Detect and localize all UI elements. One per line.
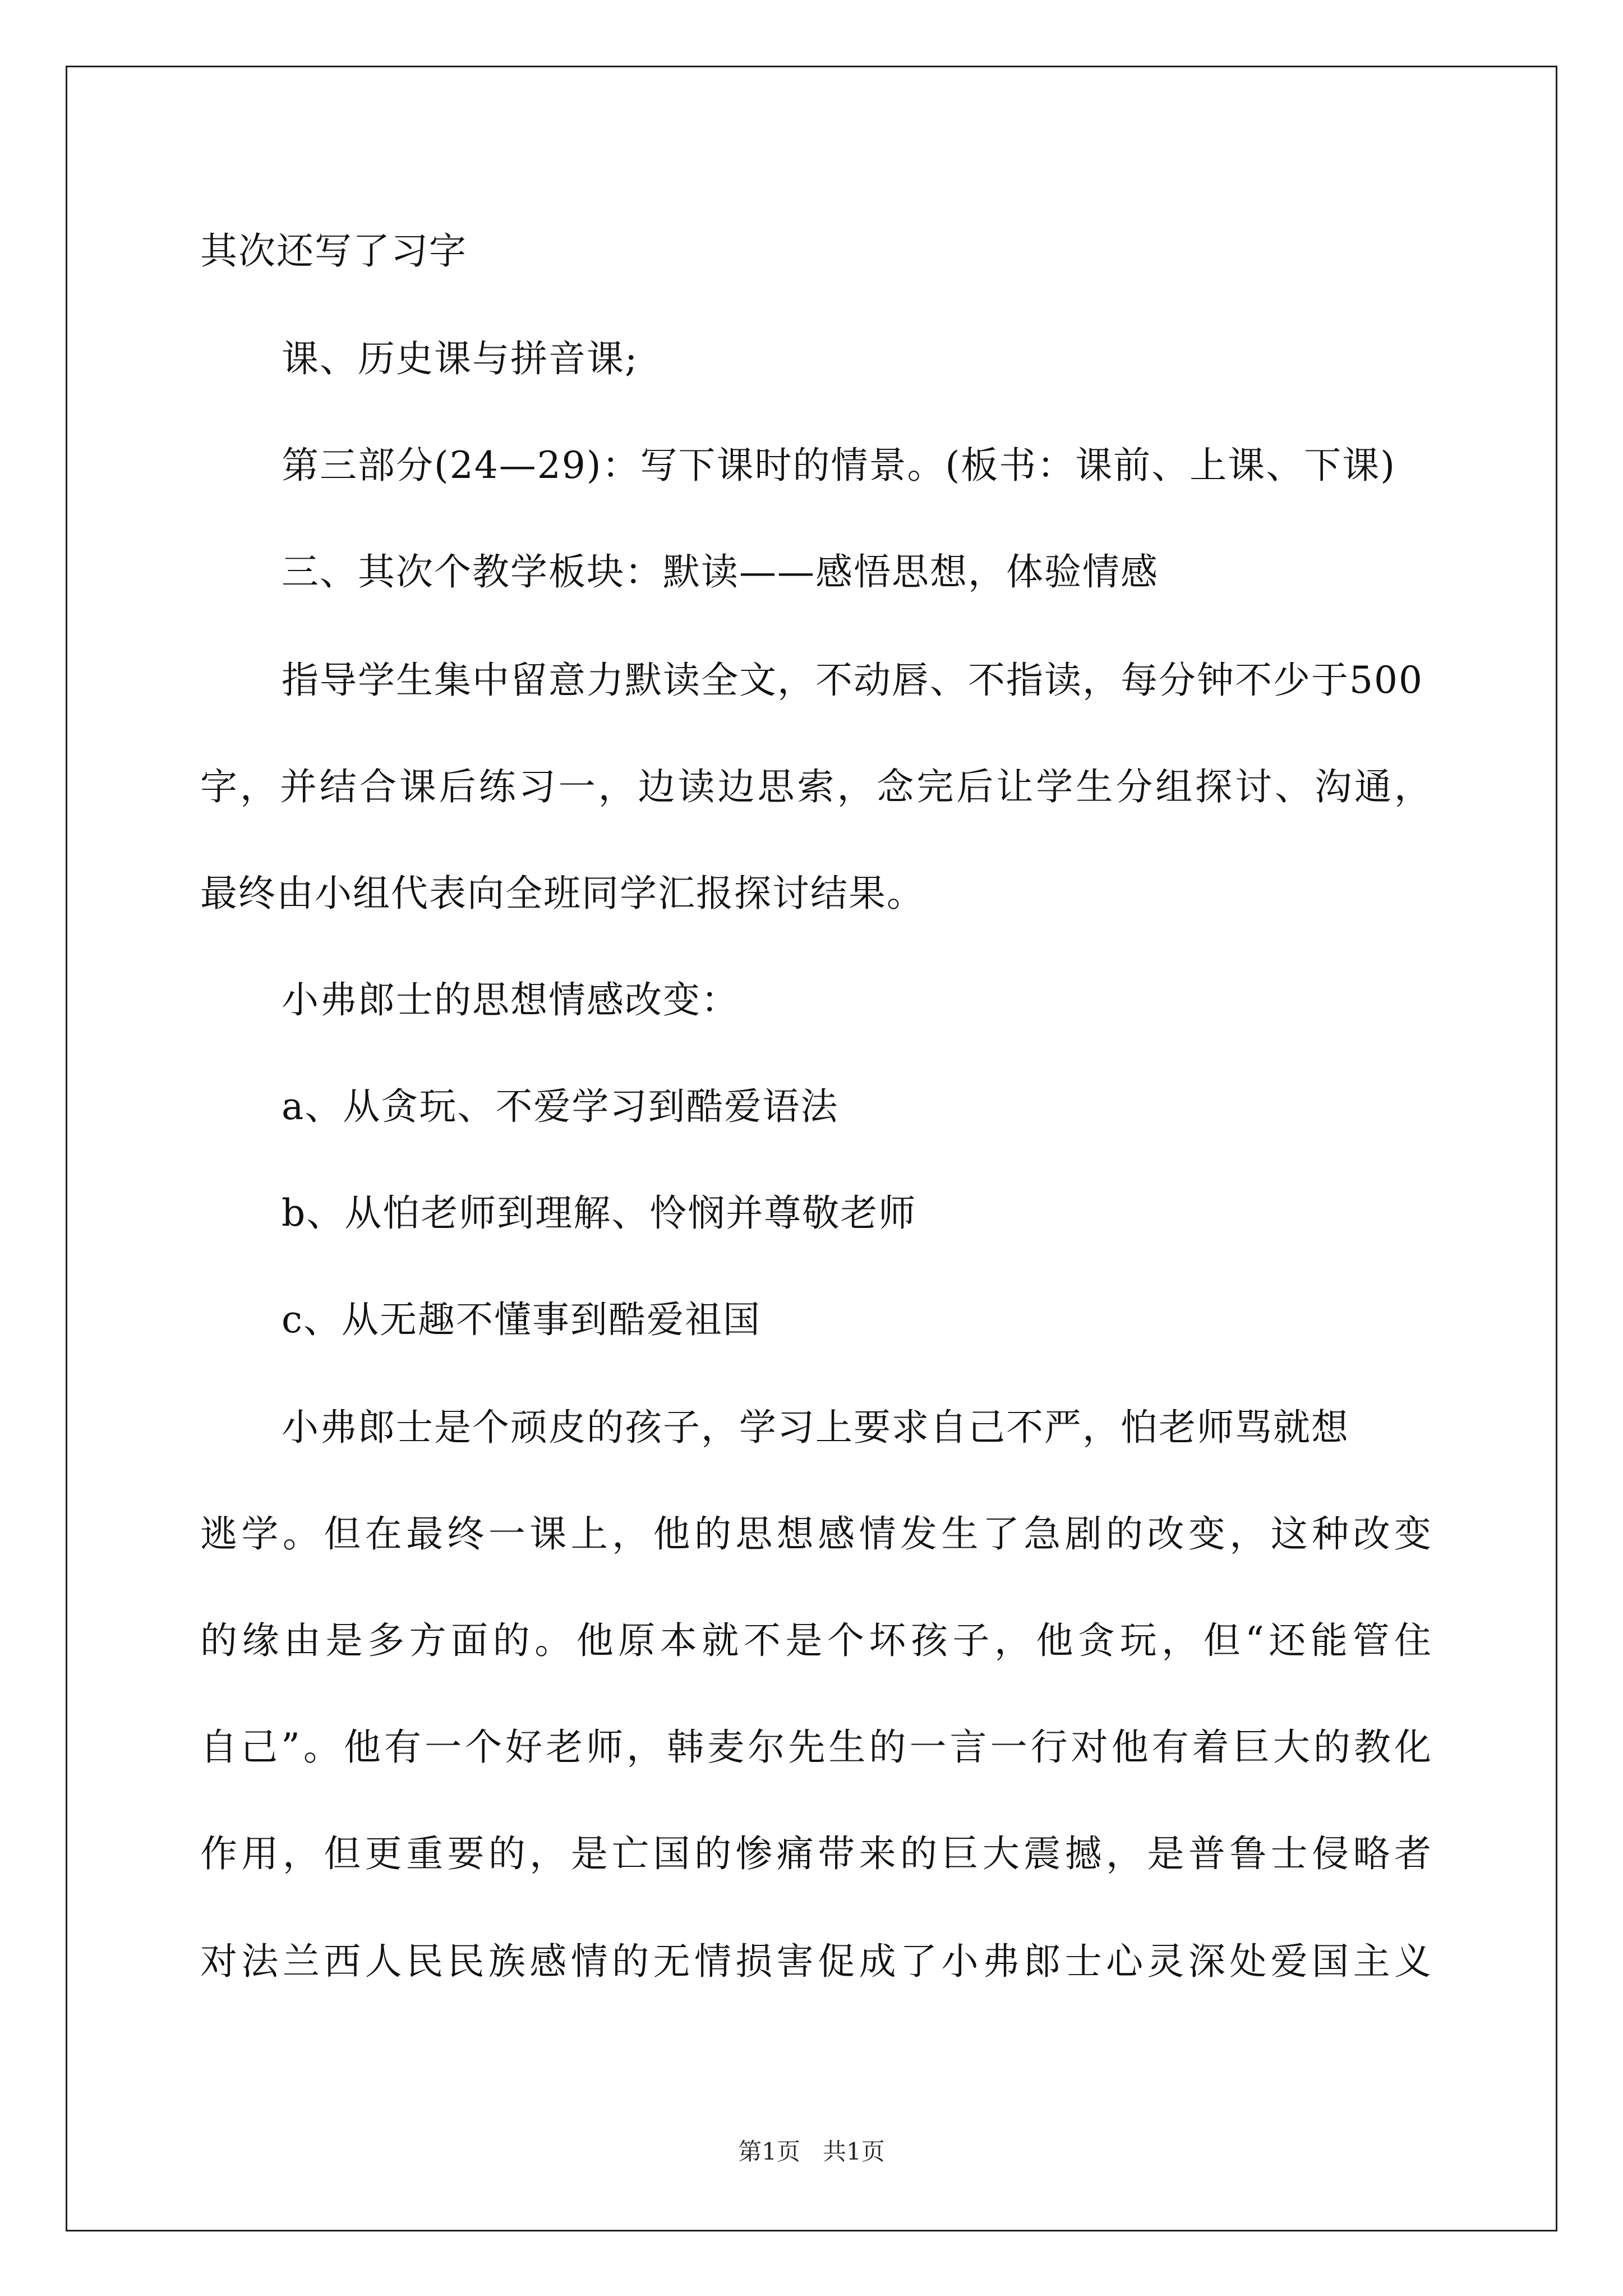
- text-line-15: 自己”。他有一个好老师，韩麦尔先生的一言一行对他有着巨大的教化: [200, 1726, 1431, 1769]
- text-line-14: 的缘由是多方面的。他原本就不是个坏孩子，他贪玩，但“还能管住: [200, 1619, 1431, 1662]
- text-line-13: 逃学。但在最终一课上，他的思想感情发生了急剧的改变，这种改变: [200, 1512, 1431, 1556]
- text-line-2: 课、历史课与拼音课;: [282, 337, 639, 380]
- page-border: [66, 66, 1557, 2231]
- list-item-a: a、从贪玩、不爱学习到酷爱语法: [282, 1085, 839, 1128]
- list-item-b: b、从怕老师到理解、怜悯并尊敬老师: [282, 1191, 917, 1235]
- text-line-8: 小弗郎士的思想情感改变：: [282, 978, 739, 1022]
- text-line-16: 作用，但更重要的，是亡国的惨痛带来的巨大震撼，是普鲁士侵略者: [200, 1832, 1431, 1875]
- text-line-12: 小弗郎士是个顽皮的孩子，学习上要求自己不严，怕老师骂就想: [282, 1406, 1349, 1449]
- text-line-7: 最终由小组代表向全班同学汇报探讨结果。: [200, 872, 925, 915]
- section-heading: 三、其次个教学板块：默读——感悟思想，体验情感: [282, 550, 1159, 593]
- text-line-6: 字，并结合课后练习一，边读边思索，念完后让学生分组探讨、沟通，: [200, 765, 1431, 808]
- text-line-17: 对法兰西人民民族感情的无情损害促成了小弗郎士心灵深处爱国主义: [200, 1940, 1431, 1983]
- text-line-1: 其次还写了习字: [200, 229, 467, 273]
- text-line-5: 指导学生集中留意力默读全文，不动唇、不指读，每分钟不少于500: [282, 659, 1423, 702]
- page-footer: 第1页 共1页: [738, 2138, 885, 2165]
- text-line-3: 第三部分(24—29)：写下课时的情景。(板书：课前、上课、下课): [282, 444, 1396, 487]
- list-item-c: c、从无趣不懂事到酷爱祖国: [282, 1298, 761, 1341]
